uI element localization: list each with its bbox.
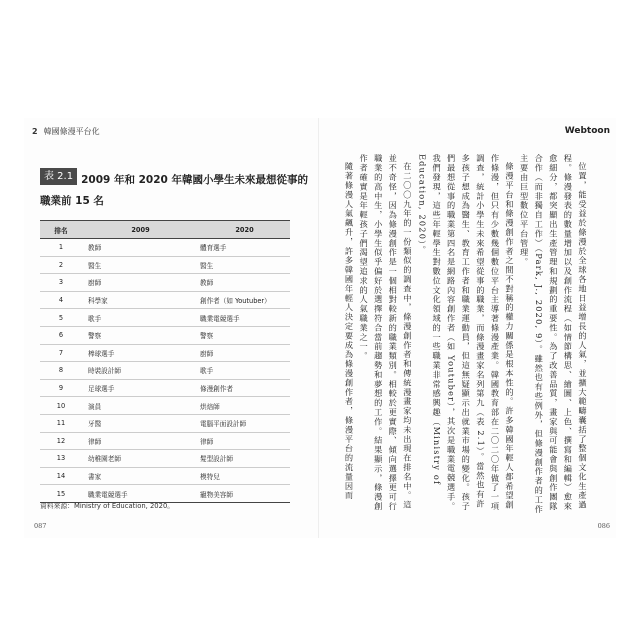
career-2020-cell: 烘焙師 bbox=[194, 397, 290, 415]
career-2020-cell: 體育選手 bbox=[194, 239, 290, 257]
chapter-number: 2 bbox=[32, 127, 38, 136]
gutter-divider bbox=[318, 118, 319, 538]
career-2020-cell: 電腦平面設計師 bbox=[194, 414, 290, 432]
rank-cell: 15 bbox=[40, 485, 82, 503]
paragraph: 隨著條漫人氣飆升，許多韓國年輕人決定要成為條漫創作者，條漫平台的流量因而 bbox=[344, 162, 355, 501]
table-row bbox=[40, 362, 290, 380]
rank-cell: 4 bbox=[40, 291, 82, 309]
career-2009-cell: 時裝設計師 bbox=[82, 362, 194, 380]
table-row bbox=[40, 467, 290, 485]
table-row bbox=[40, 344, 290, 362]
rank-cell: 8 bbox=[40, 362, 82, 380]
table-row bbox=[40, 274, 290, 292]
table-row bbox=[40, 397, 290, 415]
right-page bbox=[322, 118, 616, 538]
rank-cell: 11 bbox=[40, 414, 82, 432]
table-row bbox=[40, 326, 290, 344]
table-row bbox=[40, 309, 290, 327]
career-2020-cell: 條漫創作者 bbox=[194, 379, 290, 397]
table-row bbox=[40, 256, 290, 274]
paragraph: 位置，能受益於條漫於全球各地日益增長的人氣，並擴大範疇囊括了整個文化生產過程。條漫發表的數量增加以及創作流程（如情節構思、繪圖、上色、撰寫和編輯）愈來愈細分，都突顯出生產管理和規劃的重要性。為了改善品質，畫家與可能會與創作團隊合作（而非獨自工作）（Park, J., 2020, 9）。雖然也有些例外，但條漫創作者的工作主要由巨型數位平台管理。 bbox=[519, 154, 588, 515]
career-2009-cell: 歌手 bbox=[82, 309, 194, 327]
career-2020-cell: 模特兒 bbox=[194, 467, 290, 485]
career-2020-cell: 歌手 bbox=[194, 362, 290, 380]
rank-cell: 14 bbox=[40, 467, 82, 485]
table-caption bbox=[40, 168, 308, 210]
rank-cell: 2 bbox=[40, 256, 82, 274]
career-2009-cell: 足球選手 bbox=[82, 379, 194, 397]
running-header-right: Webtoon bbox=[564, 126, 610, 136]
paragraph: 條漫平台和條漫創作者之間不對稱的權力關係是根本性的。許多韓國年輕人都希望創作條漫，但只有少數幾個數位平台主導著條漫產業。韓國教育部在二〇二〇年做了一項調查，統計小學生未來希望從事的職業，而條漫畫家名列第九（表 2.1）。當然也有許多孩子想成為醫生、教育工作者和職業運動員，但這無疑顯示出就業市場的變化。孩子們最想從事的職業第四名是網路內容創作者（如 Youtuber），其次是職業電競選手。我們發現，這些年輕學生對數位文化領域的一些職業非常感興趣（Ministry of Education, 2020）。 bbox=[417, 154, 516, 512]
table-row bbox=[40, 432, 290, 450]
career-2009-cell: 書家 bbox=[82, 467, 194, 485]
header-2009: 2009 bbox=[82, 221, 194, 239]
vertical-body-text bbox=[332, 154, 590, 514]
rank-cell: 5 bbox=[40, 309, 82, 327]
left-page bbox=[24, 118, 314, 538]
career-2020-cell: 創作者（如 Youtuber） bbox=[194, 291, 290, 309]
career-2009-cell: 教師 bbox=[82, 239, 194, 257]
header-2020: 2020 bbox=[194, 221, 290, 239]
career-2020-cell: 寵物美容師 bbox=[194, 485, 290, 503]
rank-cell: 10 bbox=[40, 397, 82, 415]
career-2009-cell: 牙醫 bbox=[82, 414, 194, 432]
career-2020-cell: 職業電競選手 bbox=[194, 309, 290, 327]
table-title: 2009 年和 2020 年韓國小學生未來最想從事的職業前 15 名 bbox=[40, 174, 309, 207]
rank-cell: 9 bbox=[40, 379, 82, 397]
career-2020-cell: 廚師 bbox=[194, 344, 290, 362]
header-rank: 排名 bbox=[40, 221, 82, 239]
career-ranking-table bbox=[40, 220, 290, 503]
table-row bbox=[40, 414, 290, 432]
table-label: 表 2.1 bbox=[40, 168, 77, 185]
table-body bbox=[40, 239, 290, 503]
career-2020-cell: 律師 bbox=[194, 432, 290, 450]
table-row bbox=[40, 291, 290, 309]
rank-cell: 6 bbox=[40, 326, 82, 344]
career-2009-cell: 職業電競選手 bbox=[82, 485, 194, 503]
career-2009-cell: 演員 bbox=[82, 397, 194, 415]
page-number-right: 086 bbox=[597, 522, 610, 530]
rank-cell: 3 bbox=[40, 274, 82, 292]
career-2009-cell: 警察 bbox=[82, 326, 194, 344]
page-number-left: 087 bbox=[34, 522, 47, 530]
table-header-row bbox=[40, 221, 290, 239]
table-row bbox=[40, 450, 290, 468]
chapter-title: 韓國條漫平台化 bbox=[43, 127, 100, 136]
career-2020-cell: 教師 bbox=[194, 274, 290, 292]
career-2020-cell: 醫生 bbox=[194, 256, 290, 274]
career-2009-cell: 棒球選手 bbox=[82, 344, 194, 362]
rank-cell: 13 bbox=[40, 450, 82, 468]
table-source: 資料來源：Ministry of Education, 2020。 bbox=[40, 502, 175, 510]
career-2020-cell: 警察 bbox=[194, 326, 290, 344]
career-2009-cell: 幼稚園老師 bbox=[82, 450, 194, 468]
rank-cell: 1 bbox=[40, 239, 82, 257]
paragraph: 在二〇〇九年的一份類似的調查中，條漫創作者和傳統漫畫家均未出現在排名中。這並不奇怪，因為條漫創作是一個相對較新的職業類別。相較於更實際、傾向選擇更可行職業的高中生，小學生似乎偏好於選擇符合當前趨勢和夢想的工作。結果顯示，條漫創作者確實是年輕孩子們渴望追求的人氣職業之一。 bbox=[359, 154, 413, 512]
career-2020-cell: 髮型設計師 bbox=[194, 450, 290, 468]
table-row bbox=[40, 379, 290, 397]
career-2009-cell: 醫生 bbox=[82, 256, 194, 274]
career-2009-cell: 律師 bbox=[82, 432, 194, 450]
book-spread bbox=[24, 118, 616, 538]
career-2009-cell: 廚師 bbox=[82, 274, 194, 292]
running-header-left bbox=[32, 126, 100, 137]
career-2009-cell: 科學家 bbox=[82, 291, 194, 309]
rank-cell: 7 bbox=[40, 344, 82, 362]
rank-cell: 12 bbox=[40, 432, 82, 450]
table-row bbox=[40, 239, 290, 257]
